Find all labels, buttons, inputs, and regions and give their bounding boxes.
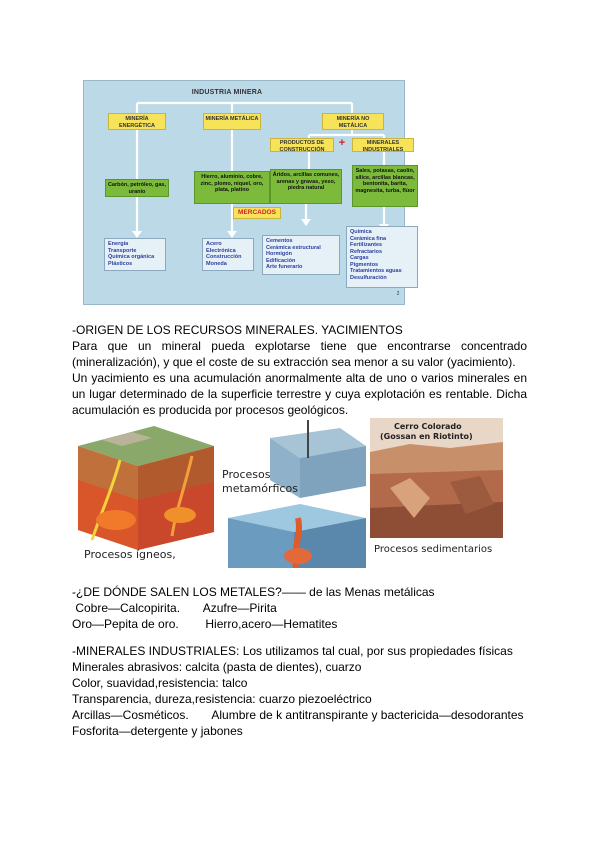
sedimentary-processes-image — [370, 418, 503, 566]
industrial-minerals-list-box: Sales, potasas, caolín, sílice, arcillas blancas, bentonita, barita, magnesita, turba, flúor — [352, 165, 418, 207]
market-item: Plásticos — [108, 260, 133, 267]
metallic-mining-box: MINERÍA METÁLICA — [203, 113, 261, 130]
market-item: Cerámica fina — [350, 235, 387, 242]
igneous-processes-image — [72, 420, 218, 568]
industrial-markets-list — [346, 226, 418, 288]
markets-label: MERCADOS — [233, 207, 281, 219]
cerro-subtitle: (Gossan en Riotinto) — [380, 432, 473, 441]
market-item: Moneda — [206, 260, 227, 267]
market-item: Edificación — [266, 257, 296, 264]
origin-paragraph-1: Para que un mineral pueda explotarse tiene que encontrarse concentrado (mineralización), y que el coste de su extracción sea menor a su valor (yacimiento). — [72, 339, 527, 369]
sedimentary-caption: Procesos sedimentarios — [374, 544, 493, 555]
market-item: Tratamientos aguas — [350, 268, 402, 274]
metallic-minerals-box: Hierro, aluminio, cobre, zinc, plomo, níquel, oro, plata, platino — [194, 171, 270, 204]
industrial-line-4: Arcillas—Cosméticos. Alumbre de k antitranspirante y bactericida—desodorantes — [72, 708, 524, 722]
construction-products-box: PRODUCTOS DE CONSTRUCCIÓN — [270, 138, 334, 152]
market-item: Cerámica estructural — [266, 244, 321, 251]
energetic-markets-list — [104, 238, 166, 271]
energetic-mining-box: MINERÍA ENERGÉTICA — [108, 113, 166, 130]
market-item: Hormigón — [266, 251, 292, 257]
market-item: Cementos — [266, 238, 293, 244]
energetic-minerals-box: Carbón, petróleo, gas, uranio — [105, 179, 169, 197]
plus-sign: + — [338, 137, 346, 149]
market-item: Construcción — [206, 254, 242, 260]
igneous-block-illustration — [72, 420, 218, 568]
construction-markets-list — [262, 235, 340, 275]
diagram-title: INDUSTRIA MINERA — [191, 89, 263, 96]
market-item: Transporte — [108, 247, 137, 254]
igneous-caption: Procesos ígneos, — [84, 548, 176, 561]
market-item: Química orgánica — [108, 254, 155, 260]
industrial-line-1: Minerales abrasivos: calcita (pasta de dientes), cuarzo — [72, 660, 362, 674]
metamorphic-processes-image — [220, 418, 368, 568]
market-item: Acero — [206, 241, 222, 247]
market-item: Fertilizantes — [350, 242, 383, 248]
cerro-title: Cerro Colorado — [394, 422, 462, 431]
non-metallic-mining-box: MINERÍA NO METÁLICA — [322, 113, 384, 130]
market-item: Arte funerario — [266, 264, 303, 270]
metallic-markets-list — [202, 238, 254, 271]
mining-industry-diagram — [83, 80, 415, 305]
origin-paragraph-2: Un yacimiento es una acumulación anormalmente alta de uno o varios minerales en un lugar determinado de la superficie terrestre y cuya explotación es rentable. Dicha acumulación es producida por procesos geológicos. — [72, 371, 527, 417]
market-item: Cargas — [350, 255, 369, 261]
metals-line-2: Oro—Pepita de oro. Hierro,acero—Hematites — [72, 617, 338, 631]
section-title-industrial-minerals: -MINERALES INDUSTRIALES: Los utilizamos tal cual, por sus propiedades físicas — [72, 644, 513, 658]
industrial-line-3: Transparencia, dureza,resistencia: cuarzo piezoeléctrico — [72, 692, 372, 706]
market-item: Refractarios — [350, 248, 383, 255]
metamorphic-caption: Procesos metamórficos — [222, 468, 298, 495]
section-title-origin: -ORIGEN DE LOS RECURSOS MINERALES. YACIMIENTOS — [72, 323, 403, 337]
industrial-line-2: Color, suavidad,resistencia: talco — [72, 676, 248, 690]
market-item: Electrónica — [206, 247, 236, 254]
market-item: Energía — [108, 241, 129, 247]
slide-page-number: 2 — [396, 291, 400, 297]
section-title-metals: -¿DE DÓNDE SALEN LOS METALES?—— de las Menas metálicas — [72, 585, 435, 599]
construction-minerals-box: Áridos, arcillas comunes, arenas y gravas, yeso, piedra natural — [270, 169, 342, 204]
industrial-line-5: Fosforita—detergente y jabones — [72, 724, 243, 738]
market-item: Desulfuración — [350, 274, 387, 281]
market-item: Pigmentos — [350, 261, 379, 268]
market-item: Química — [350, 229, 372, 235]
metals-line-1: Cobre—Calcopirita. Azufre—Pirita — [72, 601, 277, 615]
industrial-minerals-box: MINERALES INDUSTRIALES — [352, 138, 414, 152]
